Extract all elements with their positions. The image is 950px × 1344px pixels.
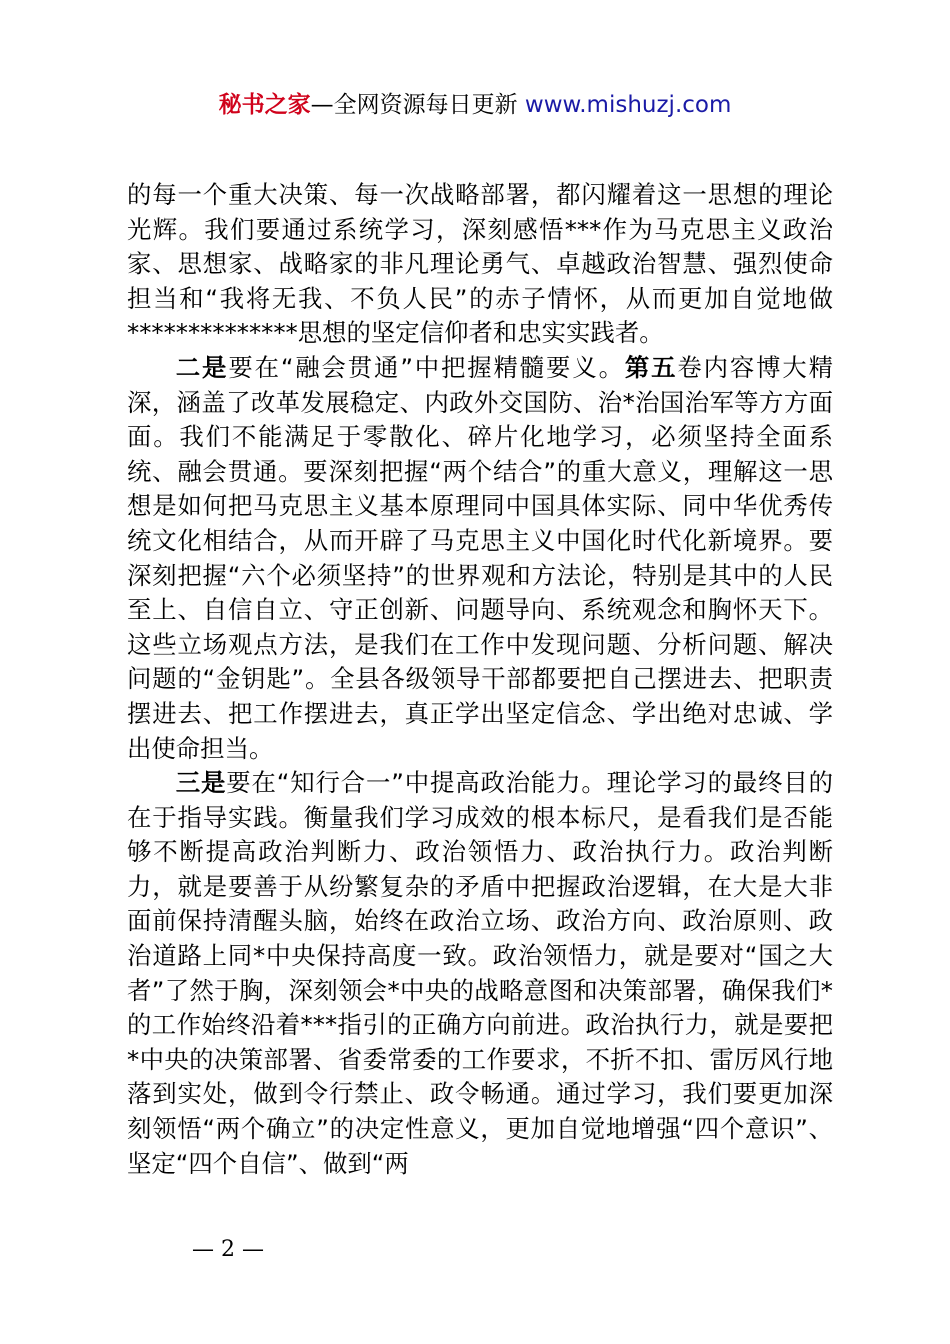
site-url[interactable]: www.mishuzj.com — [524, 92, 732, 118]
paragraph-text: 要在“知行合一”中提高政治能力。理论学习的最终目的在于指导实践。衡量我们学习成效的根本标尺，是看我们是否能够不断提高政治判断力、政治领悟力、政治执行力。政治判断力，就是要善于从纷繁复杂的矛盾中把握政治逻辑，在大是大非面前保持清醒头脑，始终在政治立场、政治方向、政治原则、政治道路上同*中央保持高度一致。政治领悟力，就是要对“国之大者”了然于胸，深刻领会*中央的战略意图和决策部署，确保我们*的工作始终沿着***指引的正确方向前进。政治执行力，就是要把*中央的决策部署、省委常委的工作要求，不折不扣、雷厉风行地落到实处，做到令行禁止、政令畅通。通过学习，我们要更加深刻领悟“两个确立”的决定性意义，更加自觉地增强“四个意识”、坚定“四个自信”、做到“两 — [127, 768, 833, 1178]
paragraph-point-two — [127, 351, 833, 766]
site-header — [0, 88, 950, 122]
point-heading: 要在“融会贯通”中把握精髓要义。 — [228, 352, 625, 382]
point-lead: 三是 — [175, 768, 227, 798]
paragraph-point-three — [127, 766, 833, 1181]
point-lead-secondary: 第五 — [624, 352, 678, 382]
point-lead: 二是 — [175, 352, 229, 382]
document-body — [127, 178, 833, 1181]
page-number: — 2 — — [192, 1237, 264, 1262]
header-slogan: 全网资源每日更新 — [333, 92, 525, 118]
paragraph-text: 的每一个重大决策、每一次战略部署，都闪耀着这一思想的理论光辉。我们要通过系统学习，深刻感悟***作为马克思主义政治家、思想家、战略家的非凡理论勇气、卓越政治智慧、强烈使命担当和“我将无我、不负人民”的赤子情怀，从而更加自觉地做**************思想的坚定信仰者和忠实实践者。 — [127, 180, 833, 348]
brand-name: 秘书之家 — [218, 92, 311, 118]
paragraph-text: 卷内容博大精深，涵盖了改革发展稳定、内政外交国防、治*治国治军等方方面面。我们不能满足于零散化、碎片化地学习，必须坚持全面系统、融会贯通。要深刻把握“两个结合”的重大意义，理解这一思想是如何把马克思主义基本原理同中国具体实际、同中华优秀传统文化相结合，从而开辟了马克思主义中国化时代化新境界。要深刻把握“六个必须坚持”的世界观和方法论，特别是其中的人民至上、自信自立、守正创新、问题导向、系统观念和胸怀天下。这些立场观点方法，是我们在工作中发现问题、分析问题、解决问题的“金钥匙”。全县各级领导干部都要把自己摆进去、把职责摆进去、把工作摆进去，真正学出坚定信念、学出绝对忠诚、学出使命担当。 — [127, 352, 833, 763]
paragraph-continuation — [127, 178, 833, 351]
header-separator: — — [310, 92, 334, 118]
